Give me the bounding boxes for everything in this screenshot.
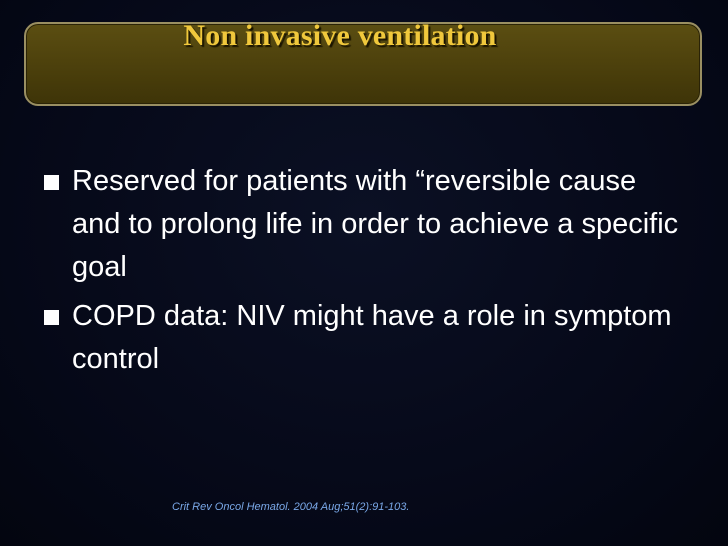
bullet-text: COPD data: NIV might have a role in symptom control bbox=[72, 300, 672, 375]
citation: Crit Rev Oncol Hematol. 2004 Aug;51(2):91-103. bbox=[172, 501, 410, 513]
square-bullet-icon bbox=[44, 175, 59, 190]
bullet-item bbox=[44, 295, 684, 381]
slide-title: Non invasive ventilation bbox=[183, 19, 497, 52]
bullet-item bbox=[44, 160, 684, 289]
bullet-text: Reserved for patients with “reversible cause and to prolong life in order to achieve a specific goal bbox=[72, 165, 679, 283]
square-bullet-icon bbox=[44, 310, 59, 325]
bullet-list bbox=[44, 160, 684, 387]
